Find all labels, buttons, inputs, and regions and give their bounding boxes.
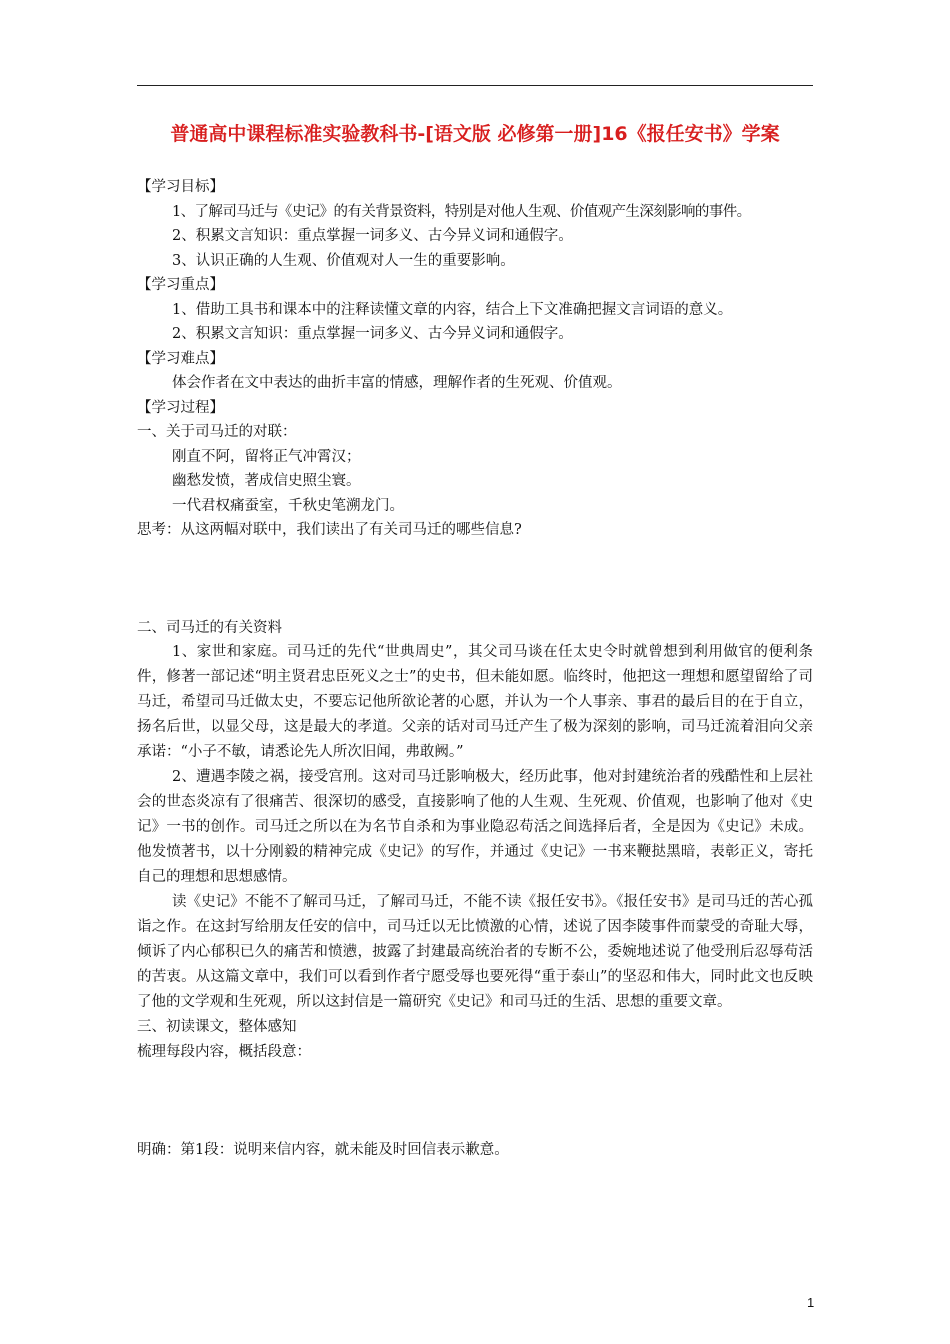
goals-heading: 【学习目标】 xyxy=(137,179,224,195)
goal-item: 2、积累文言知识：重点掌握一词多义、古今异义词和通假字。 xyxy=(172,228,573,244)
process-heading: 【学习过程】 xyxy=(137,399,224,416)
document-body xyxy=(137,175,813,1163)
part2-heading: 二、司马迁的有关资料 xyxy=(137,619,282,636)
couplet-line: 一代君权痛蚕室，千秋史笔溯龙门。 xyxy=(172,497,404,514)
focus-item: 2、积累文言知识：重点掌握一词多义、古今异义词和通假字。 xyxy=(172,326,573,342)
couplet-line: 幽愁发愤，著成信史照尘寰。 xyxy=(172,473,361,489)
document-title: 普通高中课程标准实验教科书-[语文版 必修第一册]16《报任安书》学案 xyxy=(170,123,780,145)
goal-item: 3、认识正确的人生观、价值观对人一生的重要影响。 xyxy=(172,252,515,269)
difficulty-text: 体会作者在文中表达的曲折丰富的情感，理解作者的生死观、价值观。 xyxy=(172,375,622,391)
goal-item: 1、了解司马迁与《史记》的有关背景资料，特别是对他人生观、价值观产生深刻影响的事件。 xyxy=(172,203,751,220)
focus-heading: 【学习重点】 xyxy=(137,277,224,293)
part3-heading: 三、初读课文，整体感知 xyxy=(137,1019,297,1035)
answer-space xyxy=(137,1064,813,1138)
think-question: 思考：从这两幅对联中，我们读出了有关司马迁的哪些信息? xyxy=(137,522,522,538)
paragraph-reading: 读《史记》不能不了解司马迁，了解司马迁，不能不读《报任安书》。《报任安书》是司马迁的苦心孤诣之作。在这封写给朋友任安的信中，司马迁以无比愤激的心情，述说了因李陵事件而蒙受的奇耻大辱，倾诉了内心郁积已久的痛苦和愤懑，披露了封建最高统治者的专断不公，委婉地述说了他受刑后忍辱苟活的苦衷。从这篇文章中，我们可以看到作者宁愿受辱也要死得“重于泰山”的坚忍和伟大，同时此文也反映了他的文学观和生死观，所以这封信是一篇研究《史记》和司马迁的生活、思想的重要文章。 xyxy=(137,894,813,1010)
part3-task: 梳理每段内容，概括段意： xyxy=(137,1043,311,1060)
page-number: 1 xyxy=(807,1295,815,1310)
paragraph-li-ling: 2、遭遇李陵之祸，接受宫刑。这对司马迁影响极大，经历此事，他对封建统治者的残酷性和上层社会的世态炎凉有了很痛苦、很深切的感受，直接影响了他的人生观、生死观、价值观，也影响了他对《史记》一书的创作。司马迁之所以在为名节自杀和为事业隐忍苟活之间选择后者，全是因为《史记》未成。他发愤著书，以十分刚毅的精神完成《史记》的写作，并通过《史记》一书来鞭挞黑暗，表彰正义，寄托自己的理想和思想感情。 xyxy=(137,769,813,885)
answer-space xyxy=(137,543,813,616)
paragraph-family: 1、家世和家庭。司马迁的先代“世典周史”，其父司马谈在任太史令时就曾想到利用做官的便利条件，修著一部记述“明主贤君忠臣死义之士”的史书，但未能如愿。临终时，他把这一理想和愿望留给了司马迁，希望司马迁做太史，不要忘记他所欲论著的心愿，并认为一个人事亲、事君的最后目的在于自立，扬名后世，以显父母，这是最大的孝道。父亲的话对司马迁产生了极为深刻的影响，司马迁流着泪向父亲承诺：“小子不敏，请悉论先人所次旧闻，弗敢阙。” xyxy=(137,644,813,760)
part1-heading: 一、关于司马迁的对联： xyxy=(137,424,297,440)
clarify-text: 明确：第1段：说明来信内容，就未能及时回信表示歉意。 xyxy=(137,1142,509,1158)
couplet-line: 刚直不阿，留将正气冲霄汉； xyxy=(172,448,361,465)
difficulty-heading: 【学习难点】 xyxy=(137,350,224,367)
header-rule xyxy=(137,85,813,86)
focus-item: 1、借助工具书和课本中的注释读懂文章的内容，结合上下文准确把握文言词语的意义。 xyxy=(172,301,733,318)
